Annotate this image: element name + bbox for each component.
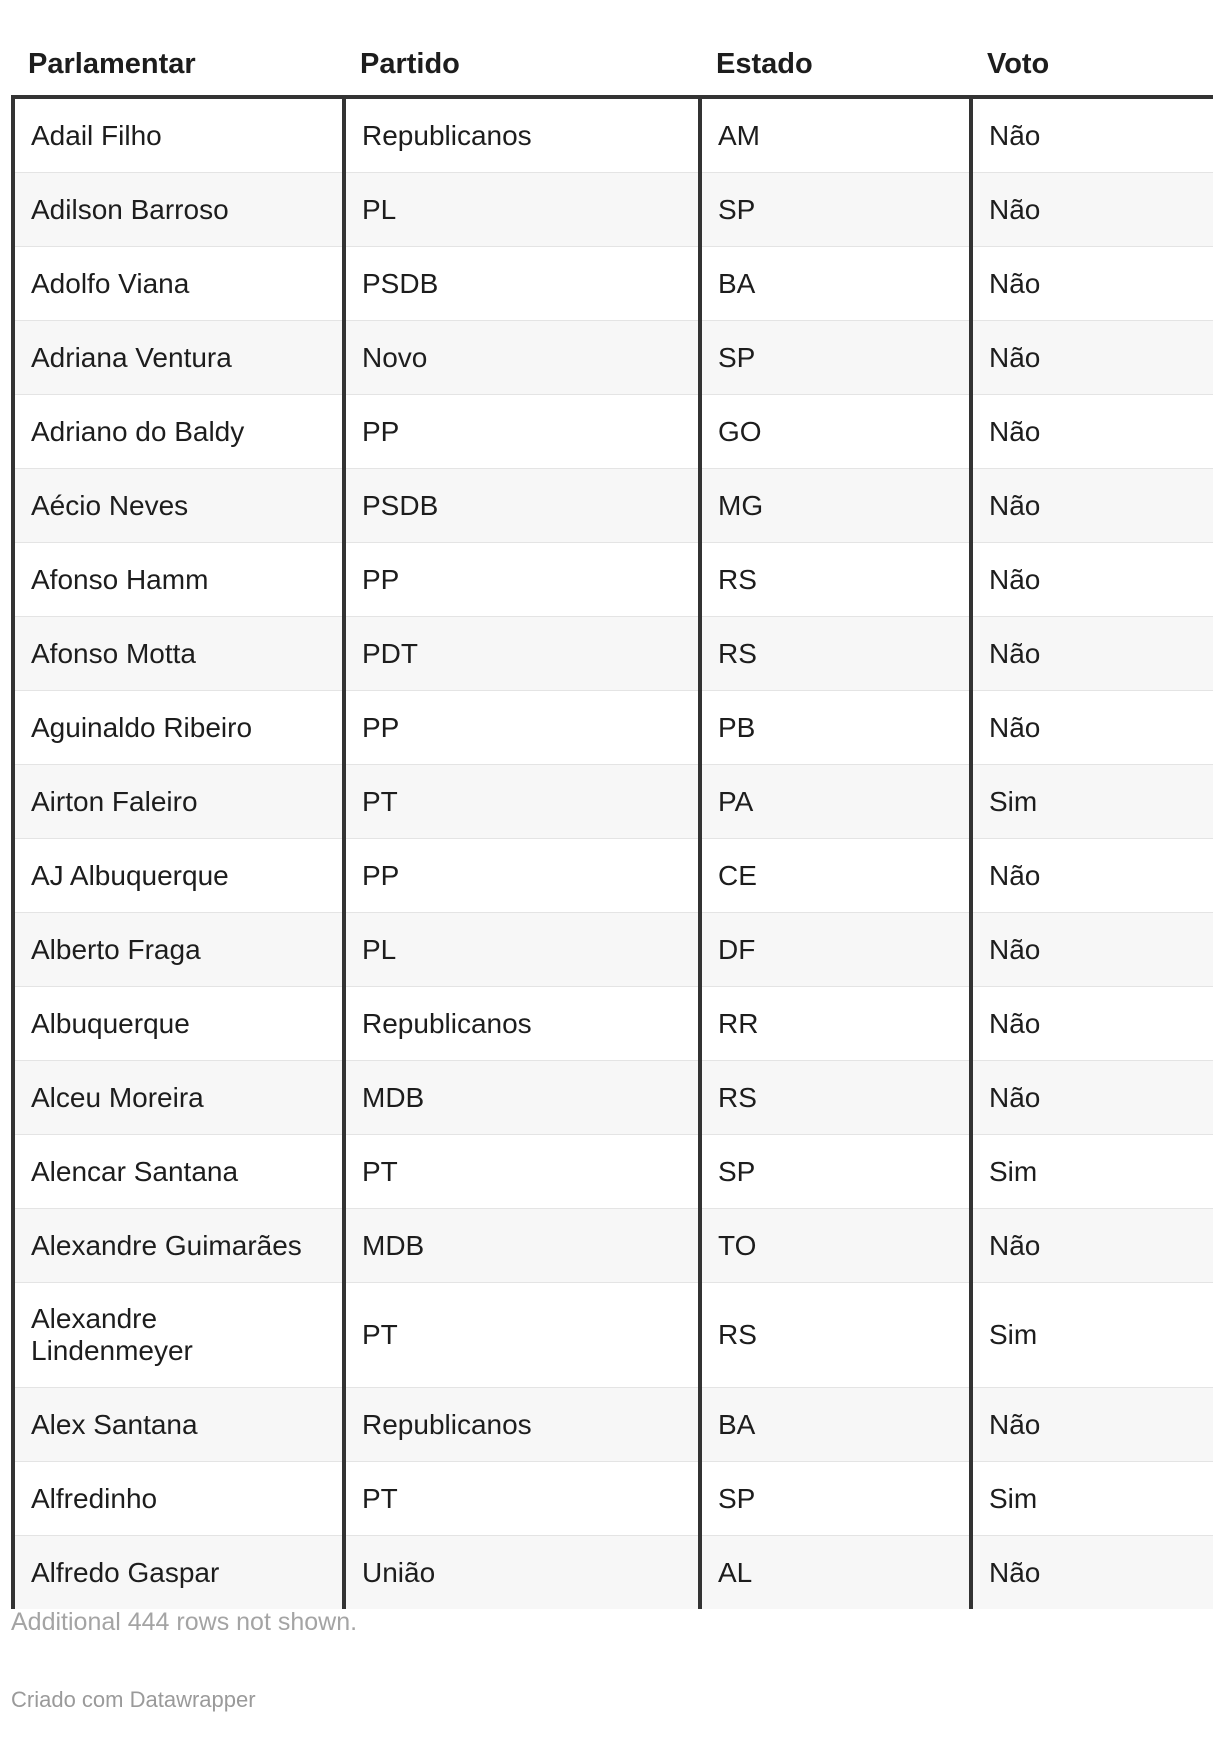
cell-parlamentar: [13, 1283, 344, 1388]
cell-parlamentar: [13, 1061, 344, 1135]
cell-voto-text: Não: [989, 267, 1041, 299]
cell-partido: [344, 987, 700, 1061]
cell-voto: [971, 395, 1213, 469]
cell-estado-text: RS: [718, 637, 757, 669]
cell-estado-text: SP: [718, 193, 756, 225]
table-row: [13, 765, 1213, 839]
column-header-voto[interactable]: Voto: [971, 33, 1213, 97]
cell-parlamentar-text: AJ Albuquerque: [31, 859, 229, 891]
cell-parlamentar: [13, 617, 344, 691]
cell-estado-text: GO: [718, 415, 762, 447]
cell-voto: [971, 1061, 1213, 1135]
cell-partido: [344, 1061, 700, 1135]
cell-voto: [971, 765, 1213, 839]
cell-voto-text: Sim: [989, 785, 1038, 817]
table-row: [13, 839, 1213, 913]
cell-partido: [344, 839, 700, 913]
cell-partido: [344, 1462, 700, 1536]
cell-estado: [700, 987, 971, 1061]
cell-voto-text: Não: [989, 637, 1041, 669]
cell-parlamentar-text: Adriano do Baldy: [31, 415, 245, 447]
cell-voto-text: Sim: [989, 1155, 1038, 1187]
cell-estado: [700, 839, 971, 913]
cell-parlamentar-text: Aécio Neves: [31, 489, 189, 521]
cell-partido: [344, 247, 700, 321]
table-header: [13, 33, 1213, 97]
table-row: [13, 247, 1213, 321]
cell-voto: [971, 691, 1213, 765]
cell-parlamentar-text: Adail Filho: [31, 119, 162, 151]
cell-voto-text: Não: [989, 1408, 1041, 1440]
cell-partido-text: Republicanos: [362, 1007, 532, 1039]
cell-parlamentar: [13, 691, 344, 765]
credit-line: Criado com Datawrapper: [11, 1687, 256, 1712]
cell-parlamentar: [13, 913, 344, 987]
cell-voto-text: Não: [989, 415, 1041, 447]
cell-parlamentar: [13, 469, 344, 543]
cell-voto-text: Sim: [989, 1319, 1038, 1350]
cell-partido-text: Republicanos: [362, 1408, 532, 1440]
cell-estado: [700, 543, 971, 617]
cell-voto-text: Não: [989, 1556, 1041, 1588]
cell-partido: [344, 1283, 700, 1388]
cell-estado: [700, 321, 971, 395]
cell-voto: [971, 617, 1213, 691]
cell-parlamentar: [13, 321, 344, 395]
cell-estado-text: SP: [718, 1155, 756, 1187]
cell-partido: [344, 617, 700, 691]
table-row: [13, 1209, 1213, 1283]
cell-estado: [700, 913, 971, 987]
table-row: [13, 617, 1213, 691]
cell-partido-text: PSDB: [362, 267, 439, 299]
cell-estado: [700, 1283, 971, 1388]
cell-estado-text: DF: [718, 933, 756, 965]
cell-estado-text: SP: [718, 341, 756, 373]
cell-voto-text: Não: [989, 859, 1041, 891]
cell-parlamentar-text: Albuquerque: [31, 1007, 190, 1039]
cell-partido: [344, 765, 700, 839]
cell-partido-text: PP: [362, 415, 400, 447]
cell-estado: [700, 1209, 971, 1283]
table-row: [13, 1536, 1213, 1610]
cell-estado-text: BA: [718, 1408, 756, 1440]
cell-parlamentar-text: Afonso Hamm: [31, 563, 209, 595]
cell-partido: [344, 469, 700, 543]
table-row: [13, 987, 1213, 1061]
cell-voto-text: Não: [989, 1081, 1041, 1113]
cell-parlamentar: [13, 97, 344, 173]
cell-partido: [344, 97, 700, 173]
cell-voto-text: Não: [989, 1007, 1041, 1039]
cell-partido-text: Republicanos: [362, 119, 532, 151]
cell-partido-text: Novo: [362, 341, 428, 373]
cell-partido-text: PT: [362, 785, 398, 817]
cell-estado: [700, 395, 971, 469]
cell-voto: [971, 97, 1213, 173]
cell-estado: [700, 1061, 971, 1135]
cell-parlamentar-text: Alfredinho: [31, 1482, 158, 1514]
cell-parlamentar-text: Alberto Fraga: [31, 933, 201, 965]
cell-parlamentar-text: Alex Santana: [31, 1408, 198, 1440]
table-row: [13, 1061, 1213, 1135]
cell-parlamentar-text: Aguinaldo Ribeiro: [31, 711, 253, 743]
votes-table: [11, 33, 1213, 1609]
cell-estado: [700, 1135, 971, 1209]
cell-parlamentar-text: Alexandre Lindenmeyer: [31, 1303, 193, 1366]
column-header-partido[interactable]: Partido: [344, 33, 700, 97]
cell-estado-text: PB: [718, 711, 756, 743]
column-header-parlamentar[interactable]: Parlamentar: [13, 33, 344, 97]
cell-partido: [344, 543, 700, 617]
column-header-estado[interactable]: Estado: [700, 33, 971, 97]
cell-voto: [971, 543, 1213, 617]
cell-parlamentar-text: Adilson Barroso: [31, 193, 229, 225]
cell-estado-text: RR: [718, 1007, 759, 1039]
cell-voto: [971, 913, 1213, 987]
table-row: [13, 1388, 1213, 1462]
cell-estado: [700, 97, 971, 173]
table-row: [13, 691, 1213, 765]
cell-partido-text: PDT: [362, 637, 418, 669]
cell-parlamentar: [13, 1536, 344, 1610]
cell-estado: [700, 469, 971, 543]
cell-partido: [344, 173, 700, 247]
cell-partido-text: PT: [362, 1319, 398, 1350]
cell-estado-text: AL: [718, 1556, 753, 1588]
cell-parlamentar-text: Adolfo Viana: [31, 267, 190, 299]
cell-parlamentar: [13, 1462, 344, 1536]
cell-parlamentar-text: Alfredo Gaspar: [31, 1556, 220, 1588]
cell-estado: [700, 247, 971, 321]
cell-estado: [700, 691, 971, 765]
cell-partido-text: PL: [362, 933, 397, 965]
cell-voto: [971, 1388, 1213, 1462]
table-body: [13, 97, 1213, 1609]
cell-estado: [700, 765, 971, 839]
cell-partido-text: PT: [362, 1155, 398, 1187]
cell-parlamentar: [13, 765, 344, 839]
cell-estado-text: RS: [718, 1081, 757, 1113]
cell-partido: [344, 1536, 700, 1610]
table-row: [13, 321, 1213, 395]
cell-estado-text: CE: [718, 859, 757, 891]
cell-estado-text: BA: [718, 267, 756, 299]
cell-partido-text: PP: [362, 859, 400, 891]
cell-voto: [971, 321, 1213, 395]
cell-estado-text: RS: [718, 563, 757, 595]
cell-partido-text: União: [362, 1556, 436, 1588]
cell-estado-text: PA: [718, 785, 754, 817]
cell-voto: [971, 247, 1213, 321]
cell-parlamentar-text: Airton Faleiro: [31, 785, 198, 817]
cell-voto: [971, 1135, 1213, 1209]
cell-estado-text: SP: [718, 1482, 756, 1514]
table-row: [13, 1283, 1213, 1388]
cell-partido-text: PP: [362, 711, 400, 743]
table-notes: Additional 444 rows not shown.: [11, 1608, 358, 1636]
cell-partido: [344, 321, 700, 395]
cell-estado: [700, 173, 971, 247]
cell-estado-text: AM: [718, 119, 760, 151]
cell-voto: [971, 173, 1213, 247]
table-row: [13, 1135, 1213, 1209]
cell-estado-text: MG: [718, 489, 764, 521]
cell-voto-text: Não: [989, 193, 1041, 225]
cell-estado-text: TO: [718, 1229, 757, 1261]
cell-parlamentar: [13, 1209, 344, 1283]
cell-parlamentar-text: Adriana Ventura: [31, 341, 232, 373]
cell-voto: [971, 839, 1213, 913]
cell-parlamentar: [13, 1388, 344, 1462]
table-row: [13, 913, 1213, 987]
cell-partido: [344, 1388, 700, 1462]
cell-estado: [700, 1536, 971, 1610]
cell-parlamentar-text: Alexandre Guimarães: [31, 1229, 302, 1261]
cell-voto-text: Não: [989, 1229, 1041, 1261]
cell-parlamentar: [13, 247, 344, 321]
votes-table-container: [11, 33, 1211, 1609]
cell-voto: [971, 1283, 1213, 1388]
cell-voto-text: Não: [989, 933, 1041, 965]
cell-estado: [700, 617, 971, 691]
cell-voto-text: Não: [989, 119, 1041, 151]
table-row: [13, 543, 1213, 617]
cell-partido-text: MDB: [362, 1229, 425, 1261]
table-row: [13, 395, 1213, 469]
cell-estado-text: RS: [718, 1319, 757, 1350]
cell-voto: [971, 987, 1213, 1061]
cell-partido: [344, 913, 700, 987]
cell-parlamentar: [13, 987, 344, 1061]
cell-voto-text: Não: [989, 489, 1041, 521]
cell-parlamentar: [13, 839, 344, 913]
cell-partido-text: MDB: [362, 1081, 425, 1113]
table-row: [13, 1462, 1213, 1536]
cell-partido: [344, 395, 700, 469]
cell-parlamentar: [13, 1135, 344, 1209]
cell-voto: [971, 1209, 1213, 1283]
cell-parlamentar: [13, 543, 344, 617]
table-row: [13, 97, 1213, 173]
cell-parlamentar-text: Alceu Moreira: [31, 1081, 204, 1113]
cell-voto-text: Não: [989, 563, 1041, 595]
cell-parlamentar-text: Alencar Santana: [31, 1155, 239, 1187]
cell-parlamentar: [13, 395, 344, 469]
cell-voto-text: Sim: [989, 1482, 1038, 1514]
cell-parlamentar-text: Afonso Motta: [31, 637, 196, 669]
header-row: [13, 33, 1213, 97]
cell-voto-text: Não: [989, 341, 1041, 373]
cell-partido: [344, 1135, 700, 1209]
table-row: [13, 469, 1213, 543]
cell-estado: [700, 1388, 971, 1462]
cell-parlamentar: [13, 173, 344, 247]
cell-partido-text: PP: [362, 563, 400, 595]
cell-partido-text: PT: [362, 1482, 398, 1514]
cell-partido: [344, 691, 700, 765]
cell-voto-text: Não: [989, 711, 1041, 743]
cell-partido: [344, 1209, 700, 1283]
cell-partido-text: PSDB: [362, 489, 439, 521]
cell-partido-text: PL: [362, 193, 397, 225]
table-row: [13, 173, 1213, 247]
cell-voto: [971, 469, 1213, 543]
cell-estado: [700, 1462, 971, 1536]
cell-voto: [971, 1536, 1213, 1610]
cell-voto: [971, 1462, 1213, 1536]
